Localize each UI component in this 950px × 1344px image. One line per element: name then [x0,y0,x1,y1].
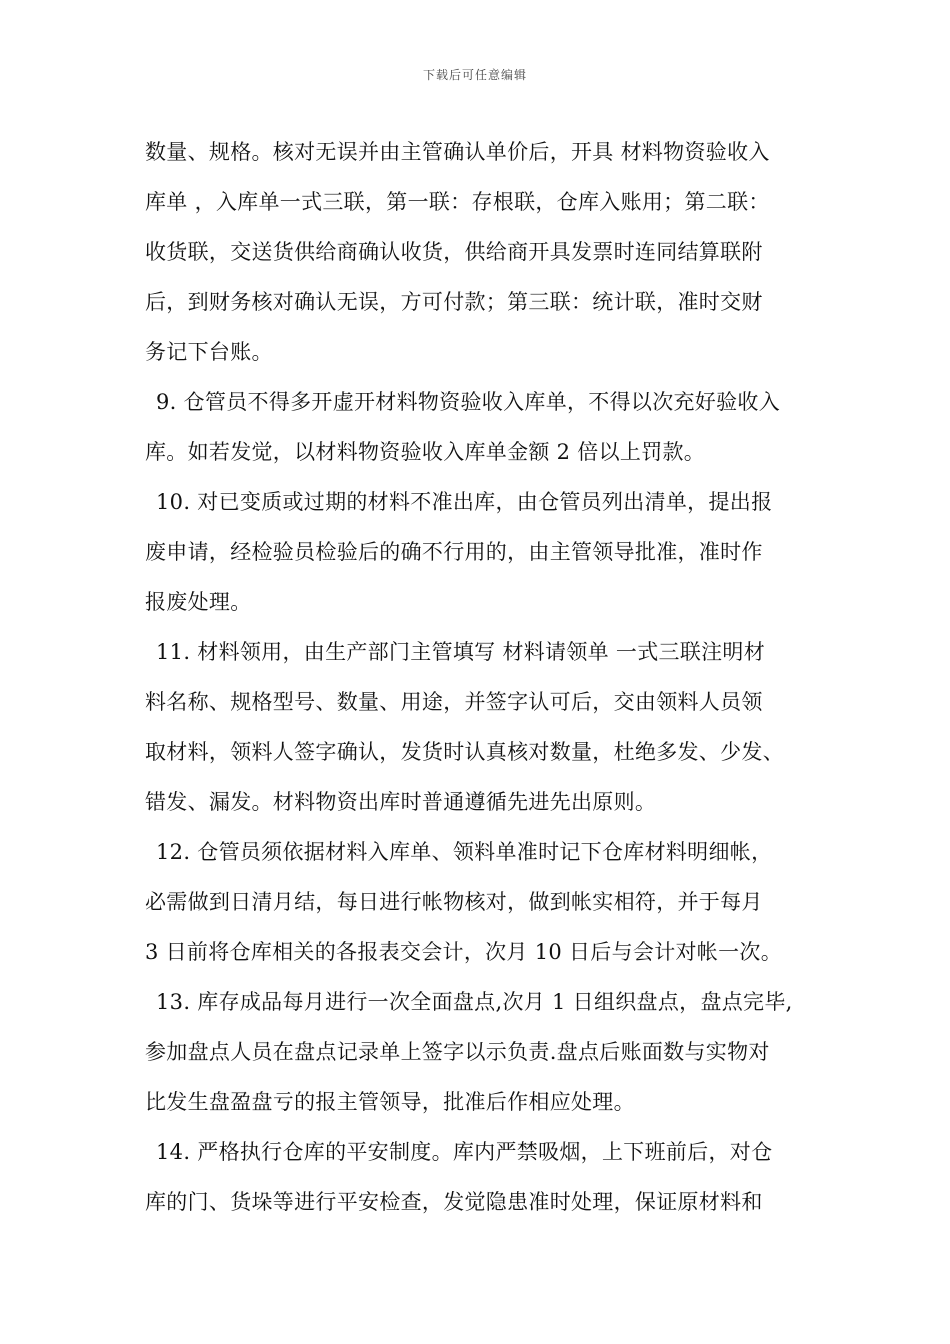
text-line: 务记下台账。 [145,340,273,364]
page-header: 下载后可任意编辑 [422,68,527,82]
text-line: 必需做到日清月结，每日进行帐物核对，做到帐实相符，并于每月 [145,890,763,914]
text-line: 库的门、货垛等进行平安检查，发觉隐患准时处理，保证原材料和 [145,1190,763,1214]
text-line: 比发生盘盈盘亏的报主管领导，批准后作相应处理。 [145,1090,635,1114]
text-line: 参加盘点人员在盘点记录单上签字以示负责.盘点后账面数与实物对 [145,1040,770,1064]
text-line: 12. 仓管员须依据材料入库单、领料单准时记下仓库材料明细帐， [156,840,773,864]
text-line: 3 日前将仓库相关的各报表交会计，次月 10 日后与会计对帐一次。 [145,940,783,964]
text-line: 后，到财务核对确认无误，方可付款；第三联：统计联，准时交财 [145,290,763,314]
text-line: 报废处理。 [145,590,252,614]
text-line: 库单 ，入库单一式三联，第一联：存根联，仓库入账用；第二联： [145,190,770,214]
text-line: 收货联，交送货供给商确认收货，供给商开具发票时连同结算联附 [145,240,763,264]
text-line: 废申请，经检验员检验后的确不行用的，由主管领导批准，准时作 [145,540,763,564]
text-line: 14. 严格执行仓库的平安制度。库内严禁吸烟，上下班前后，对仓 [156,1140,773,1164]
text-line: 取材料，领料人签字确认，发货时认真核对数量，杜绝多发、少发、 [145,740,784,764]
text-line: 错发、漏发。材料物资出库时普通遵循先进先出原则。 [145,790,657,814]
text-line: 库。如若发觉，以材料物资验收入库单金额 2 倍以上罚款。 [145,440,706,464]
text-line: 10. 对已变质或过期的材料不准出库，由仓管员列出清单，提出报 [156,490,773,514]
text-line: 数量、规格。核对无误并由主管确认单价后，开具 材料物资验收入 [145,140,770,164]
text-line: 料名称、规格型号、数量、用途，并签字认可后，交由领料人员领 [145,690,763,714]
text-line: 9. 仓管员不得多开虚开材料物资验收入库单，不得以次充好验收入 [156,390,781,414]
text-line: 11. 材料领用，由生产部门主管填写 材料请领单 一式三联注明材 [156,640,766,664]
document-body [145,127,825,1227]
text-line: 13. 库存成品每月进行一次全面盘点,次月 1 日组织盘点，盘点完毕, [156,990,793,1014]
